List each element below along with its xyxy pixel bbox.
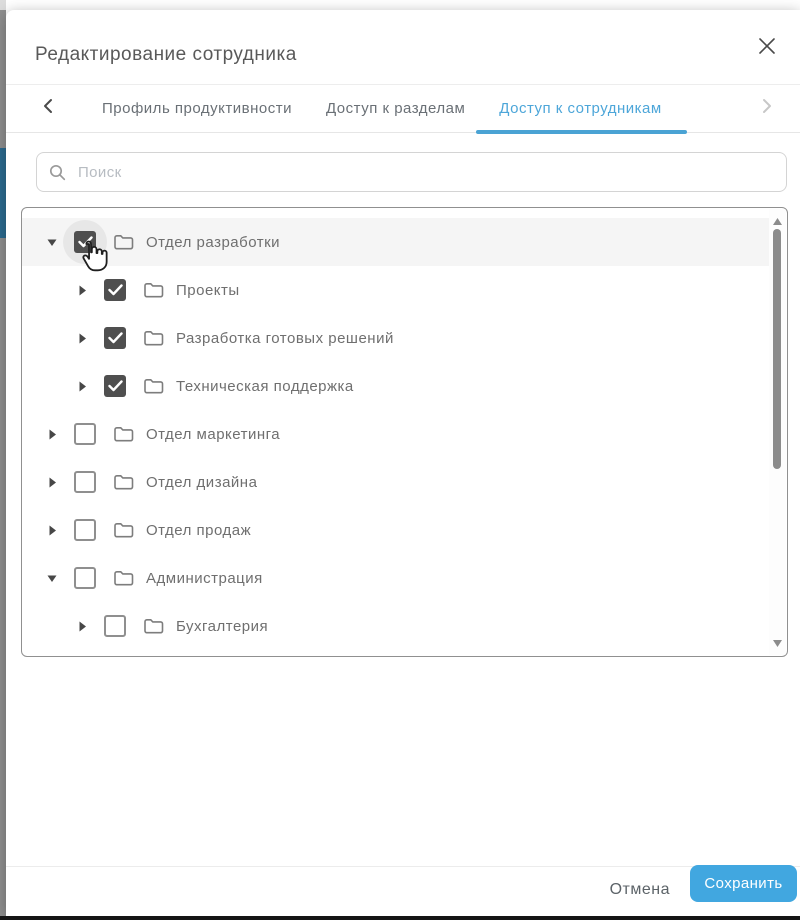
folder-icon (113, 521, 134, 539)
backdrop-top-notch (0, 0, 6, 10)
search-input[interactable] (76, 163, 774, 182)
tree-checkbox[interactable] (74, 423, 96, 445)
tree-checkbox[interactable] (74, 567, 96, 589)
expand-arrow-icon[interactable] (76, 283, 88, 297)
expand-arrow-icon[interactable] (76, 379, 88, 393)
tree-item-label: Отдел разработки (146, 233, 281, 251)
search-field (36, 152, 787, 192)
department-tree (21, 207, 788, 657)
tree-row[interactable] (22, 602, 770, 650)
tree-checkbox[interactable] (104, 375, 126, 397)
close-button[interactable] (756, 37, 778, 59)
chevron-left-icon (42, 98, 54, 119)
tree-checkbox[interactable] (104, 327, 126, 349)
folder-icon (143, 377, 164, 395)
search-icon (49, 164, 66, 181)
tree-checkbox[interactable] (104, 615, 126, 637)
tree-checkbox[interactable] (74, 519, 96, 541)
tree-row[interactable] (22, 266, 770, 314)
tree-row[interactable] (22, 314, 770, 362)
tree-item-label: Администрация (146, 569, 263, 587)
tree-row[interactable] (22, 506, 770, 554)
tab-label: Доступ к сотрудникам (499, 100, 662, 117)
folder-icon (113, 473, 134, 491)
scrollbar-down-arrow-icon[interactable] (772, 638, 783, 648)
tree-item-label: Отдел продаж (146, 521, 252, 539)
dialog-title: Редактирование сотрудника (35, 44, 297, 65)
backdrop-bottom-strip (0, 916, 800, 920)
collapse-arrow-icon[interactable] (46, 235, 58, 249)
tree-row[interactable] (22, 410, 770, 458)
tree-checkbox[interactable] (104, 279, 126, 301)
folder-icon (143, 617, 164, 635)
folder-icon (143, 281, 164, 299)
tree-item-label: Разработка готовых решений (176, 329, 394, 347)
folder-icon (113, 569, 134, 587)
tabs-scroll-right-button[interactable] (758, 100, 776, 118)
dialog-footer (6, 866, 800, 916)
tree-item-label: Техническая поддержка (176, 377, 354, 395)
expand-arrow-icon[interactable] (76, 619, 88, 633)
dialog-header (6, 10, 800, 85)
tree-checkbox[interactable] (74, 231, 96, 253)
expand-arrow-icon[interactable] (46, 523, 58, 537)
close-icon (758, 37, 776, 60)
expand-arrow-icon[interactable] (76, 331, 88, 345)
folder-icon (143, 329, 164, 347)
tab-section-access[interactable] (309, 85, 482, 133)
collapse-arrow-icon[interactable] (46, 571, 58, 585)
tab-label: Профиль продуктивности (102, 100, 292, 117)
scrollbar-thumb[interactable] (773, 229, 781, 469)
tab-employee-access[interactable] (482, 85, 678, 133)
tree-item-label: Проекты (176, 281, 240, 299)
scrollbar-up-arrow-icon[interactable] (772, 216, 783, 226)
folder-icon (113, 233, 134, 251)
tab-productivity-profile[interactable] (85, 85, 309, 133)
expand-arrow-icon[interactable] (46, 427, 58, 441)
chevron-right-icon (761, 98, 773, 119)
tab-label: Доступ к разделам (325, 100, 466, 117)
save-button[interactable]: Сохранить (690, 865, 797, 902)
tree-row[interactable] (22, 554, 770, 602)
tabs-scroll-left-button[interactable] (39, 100, 57, 118)
tree-item-label: Отдел маркетинга (146, 425, 281, 443)
tree-item-label: Отдел дизайна (146, 473, 258, 491)
tree-row[interactable] (22, 362, 770, 410)
tree-scrollbar[interactable] (769, 209, 786, 655)
active-tab-underline (476, 130, 686, 134)
tree-row[interactable] (22, 458, 770, 506)
cancel-button[interactable]: Отмена (609, 881, 670, 898)
tree-row[interactable] (22, 218, 770, 266)
folder-icon (113, 425, 134, 443)
tree-item-label: Бухгалтерия (176, 617, 269, 635)
tree-checkbox[interactable] (74, 471, 96, 493)
tab-bar (6, 85, 800, 133)
edit-employee-dialog (6, 10, 800, 916)
expand-arrow-icon[interactable] (46, 475, 58, 489)
